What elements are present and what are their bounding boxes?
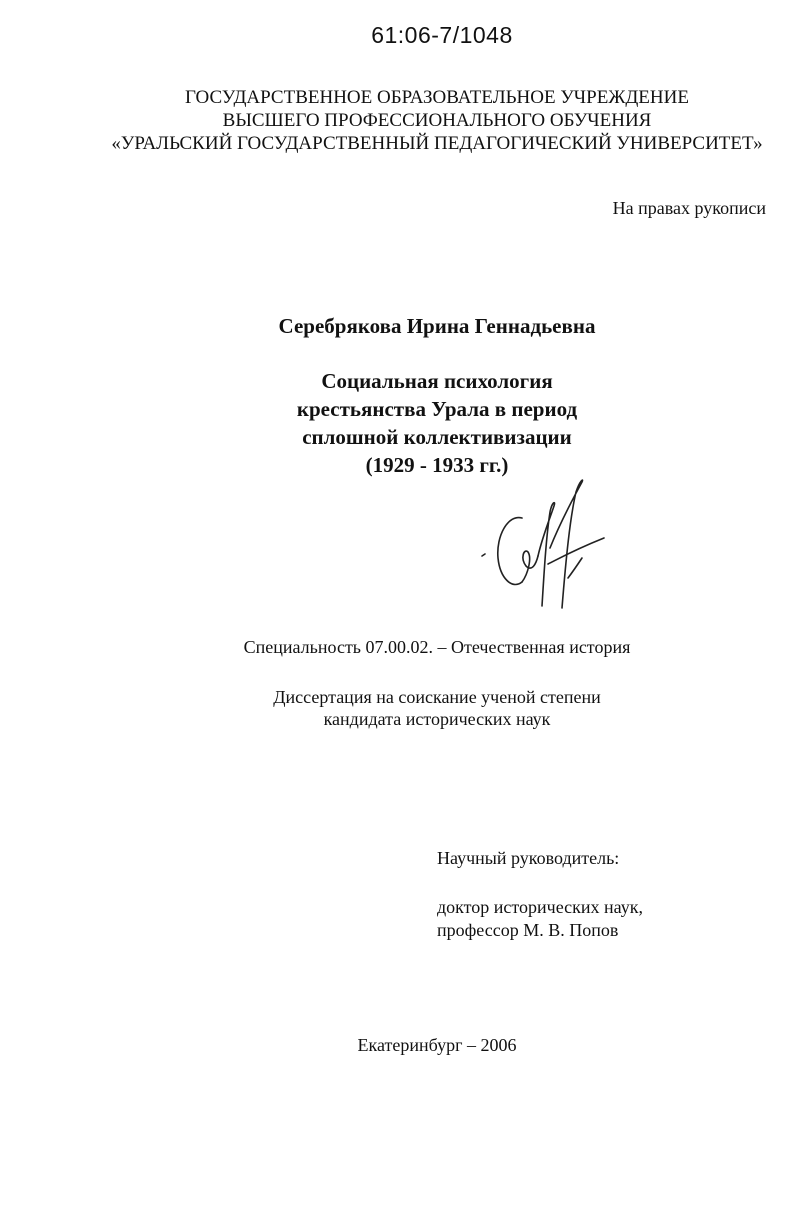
title-line-4: (1929 - 1933 гг.) <box>365 453 509 477</box>
degree-line-1: Диссертация на соискание ученой степени <box>273 687 601 707</box>
institution-line-1: ГОСУДАРСТВЕННОЕ ОБРАЗОВАТЕЛЬНОЕ УЧРЕЖДЕНИЕ <box>185 87 689 108</box>
dissertation-title <box>0 367 794 479</box>
title-line-2: крестьянства Урала в период <box>296 397 578 421</box>
rights-note: На правах рукописи <box>612 198 766 218</box>
handwritten-signature <box>478 478 608 618</box>
institution-line-2: ВЫСШЕГО ПРОФЕССИОНАЛЬНОГО ОБУЧЕНИЯ <box>222 110 652 131</box>
supervisor-label: Научный руководитель: <box>437 848 620 868</box>
supervisor-name: профессор М. В. Попов <box>437 920 619 940</box>
institution-line-3: «УРАЛЬСКИЙ ГОСУДАРСТВЕННЫЙ ПЕДАГОГИЧЕСКИЙ УНИВЕРСИТЕТ» <box>111 133 763 154</box>
supervisor-details <box>437 896 643 942</box>
title-line-3: сплошной коллективизации <box>302 425 572 449</box>
degree-line-2: кандидата исторических наук <box>323 709 551 729</box>
author-name: Серебрякова Ирина Геннадьевна <box>278 314 596 338</box>
specialty: Специальность 07.00.02. – Отечественная история <box>243 637 631 657</box>
institution-header <box>0 86 794 155</box>
degree-statement <box>0 686 794 730</box>
city-year: Екатеринбург – 2006 <box>357 1035 517 1055</box>
catalog-number: 61:06-7/1048 <box>371 22 513 48</box>
supervisor-degree: доктор исторических наук, <box>437 897 643 917</box>
title-line-1: Социальная психология <box>321 369 553 393</box>
